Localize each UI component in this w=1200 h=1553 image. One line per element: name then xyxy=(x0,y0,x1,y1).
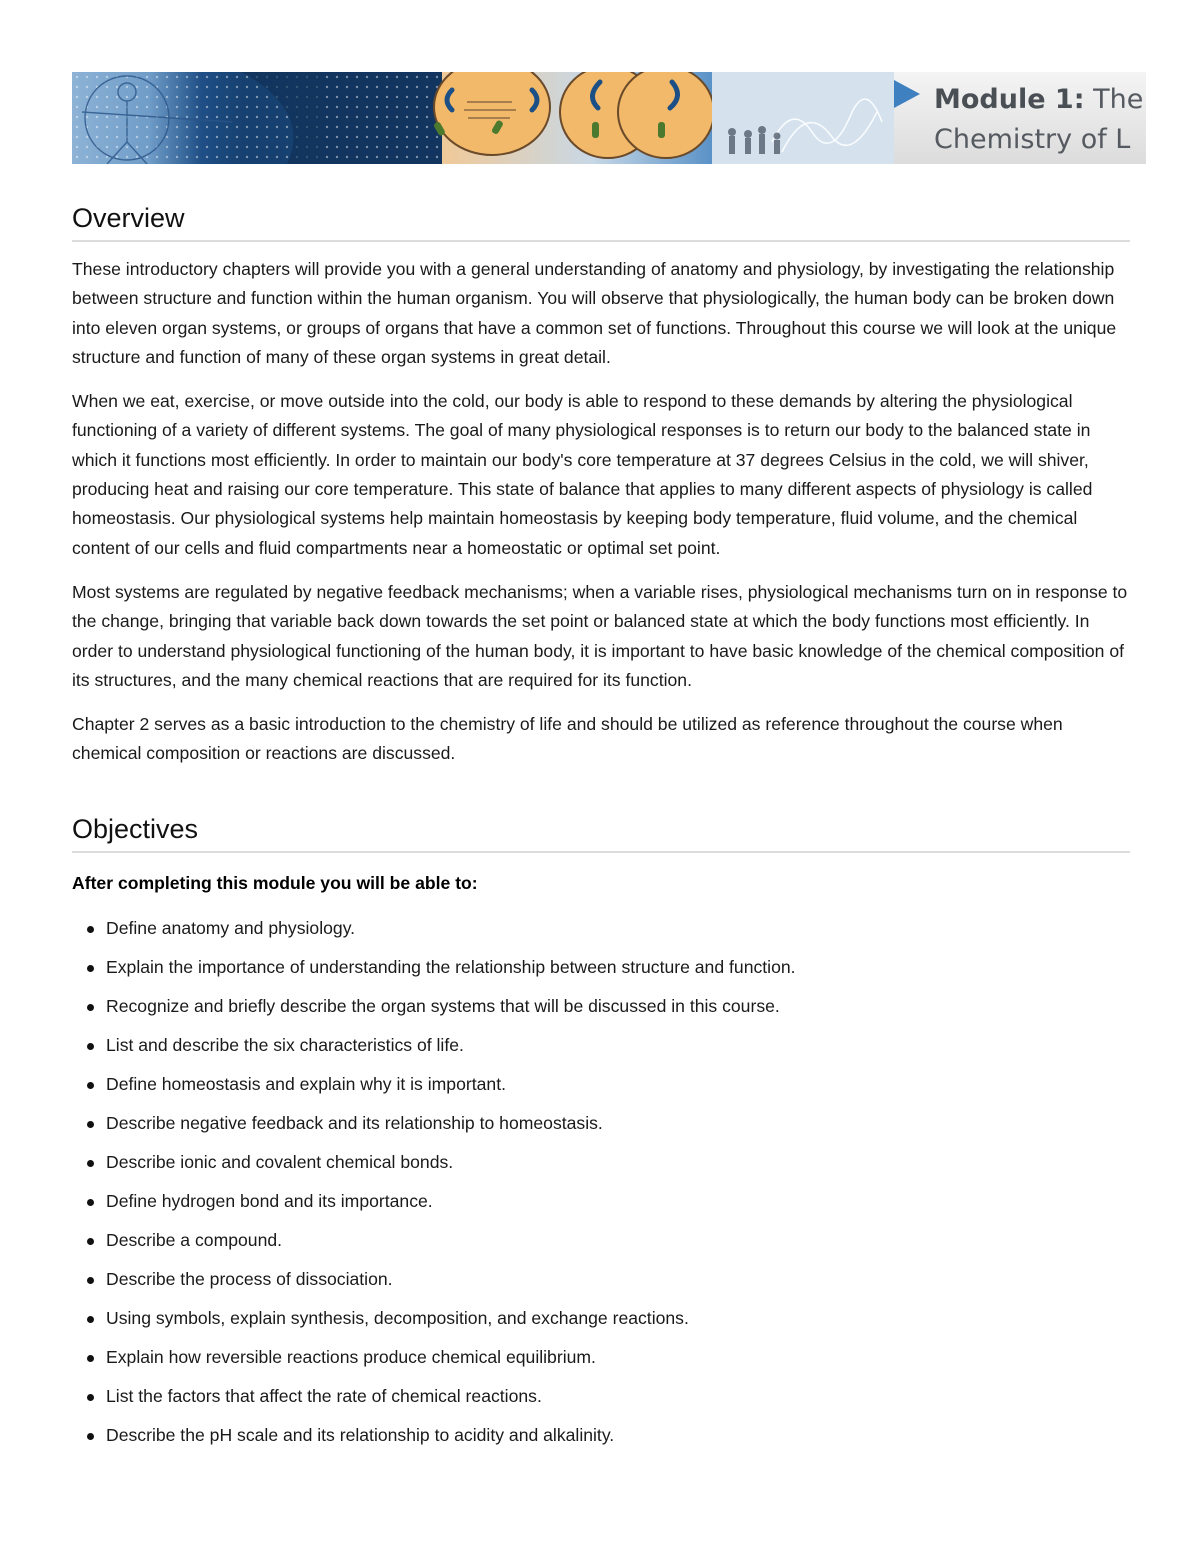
bullet-icon xyxy=(87,965,94,972)
list-item xyxy=(72,1188,1130,1227)
bullet-icon xyxy=(87,1160,94,1167)
objectives-section xyxy=(72,807,1130,1461)
objective-text: Define homeostasis and explain why it is important. xyxy=(106,1073,506,1094)
bullet-icon xyxy=(87,1004,94,1011)
objective-text: List and describe the six characteristics of life. xyxy=(106,1034,464,1055)
overview-paragraph: Chapter 2 serves as a basic introduction to the chemistry of life and should be utilized as reference throughout the course when chemical composition or reactions are discussed. xyxy=(72,714,1063,764)
list-item xyxy=(72,1422,1130,1461)
overview-paragraph: These introductory chapters will provide you with a general understanding of anatomy and physiology, by investigating the relationship between structure and function within the human organism. You will observe that physiologically, the human body can be broken down into eleven organ systems, or groups of organs that have a common set of functions. Throughout this course we will look at the unique structure and function of many of these organ systems in great detail. xyxy=(72,259,1117,367)
objective-text: Using symbols, explain synthesis, decomposition, and exchange reactions. xyxy=(106,1307,689,1328)
objective-text: Describe ionic and covalent chemical bonds. xyxy=(106,1151,454,1172)
overview-paragraph: Most systems are regulated by negative feedback mechanisms; when a variable rises, physiological mechanisms turn on in response to the change, bringing that variable back down towards the set point or balanced state at which the body functions most efficiently. In order to understand physiological functioning of the human body, it is important to have basic knowledge of the chemical composition of its structures, and the many chemical reactions that are required for its function. xyxy=(72,581,1128,690)
objective-text: Define hydrogen bond and its importance. xyxy=(106,1190,433,1211)
bullet-icon xyxy=(87,1082,94,1089)
banner-title-bold: Module 1: xyxy=(934,84,1085,115)
objectives-lead: After completing this module you will be able to: xyxy=(72,872,478,893)
objectives-list xyxy=(72,915,1130,1461)
content xyxy=(72,196,1130,1461)
banner-title-rest: The xyxy=(1084,84,1144,115)
objective-text: Describe negative feedback and its relationship to homeostasis. xyxy=(106,1112,603,1133)
list-item xyxy=(72,1266,1130,1305)
list-item xyxy=(72,1149,1130,1188)
module-banner xyxy=(72,72,1146,164)
bullet-icon xyxy=(87,1199,94,1206)
objective-text: Explain how reversible reactions produce chemical equilibrium. xyxy=(106,1346,596,1367)
banner-title xyxy=(934,80,1146,160)
overview-heading: Overview xyxy=(72,196,1130,242)
list-item xyxy=(72,1344,1130,1383)
bullet-icon xyxy=(87,1043,94,1050)
list-item xyxy=(72,1227,1130,1266)
objective-text: Describe a compound. xyxy=(106,1229,283,1250)
list-item xyxy=(72,1071,1130,1110)
list-item xyxy=(72,954,1130,993)
list-item xyxy=(72,1110,1130,1149)
bullet-icon xyxy=(87,1394,94,1401)
objective-text: List the factors that affect the rate of chemical reactions. xyxy=(106,1385,542,1406)
list-item xyxy=(72,1383,1130,1422)
objective-text: Recognize and briefly describe the organ systems that will be discussed in this course. xyxy=(106,995,780,1016)
objective-text: Define anatomy and physiology. xyxy=(106,917,356,938)
bullet-icon xyxy=(87,1316,94,1323)
objective-text: Explain the importance of understanding the relationship between structure and function. xyxy=(106,956,796,977)
bullet-icon xyxy=(87,1121,94,1128)
list-item xyxy=(72,1032,1130,1071)
list-item xyxy=(72,993,1130,1032)
objectives-heading: Objectives xyxy=(72,807,1130,853)
overview-section xyxy=(72,196,1130,769)
bullet-icon xyxy=(87,926,94,933)
banner-title-line2: Chemistry of L xyxy=(934,124,1131,155)
overview-paragraph: When we eat, exercise, or move outside into the cold, our body is able to respond to these demands by altering the physiological functioning of a variety of different systems. The goal of many physiological responses is to return our body to the balanced state in which it functions most efficiently. In order to maintain our body's core temperature at 37 degrees Celsius in the cold, we will shiver, producing heat and raising our core temperature. This state of balance that applies to many different aspects of physiology is called homeostasis. Our physiological systems help maintain homeostasis by keeping body temperature, fluid volume, and the chemical content of our cells and fluid compartments near a homeostatic or optimal set point. xyxy=(72,391,1093,558)
bullet-icon xyxy=(87,1355,94,1362)
list-item xyxy=(72,915,1130,954)
objective-text: Describe the pH scale and its relationship to acidity and alkalinity. xyxy=(106,1424,615,1445)
objective-text: Describe the process of dissociation. xyxy=(106,1268,393,1289)
bullet-icon xyxy=(87,1433,94,1440)
bullet-icon xyxy=(87,1238,94,1245)
bullet-icon xyxy=(87,1277,94,1284)
list-item xyxy=(72,1305,1130,1344)
